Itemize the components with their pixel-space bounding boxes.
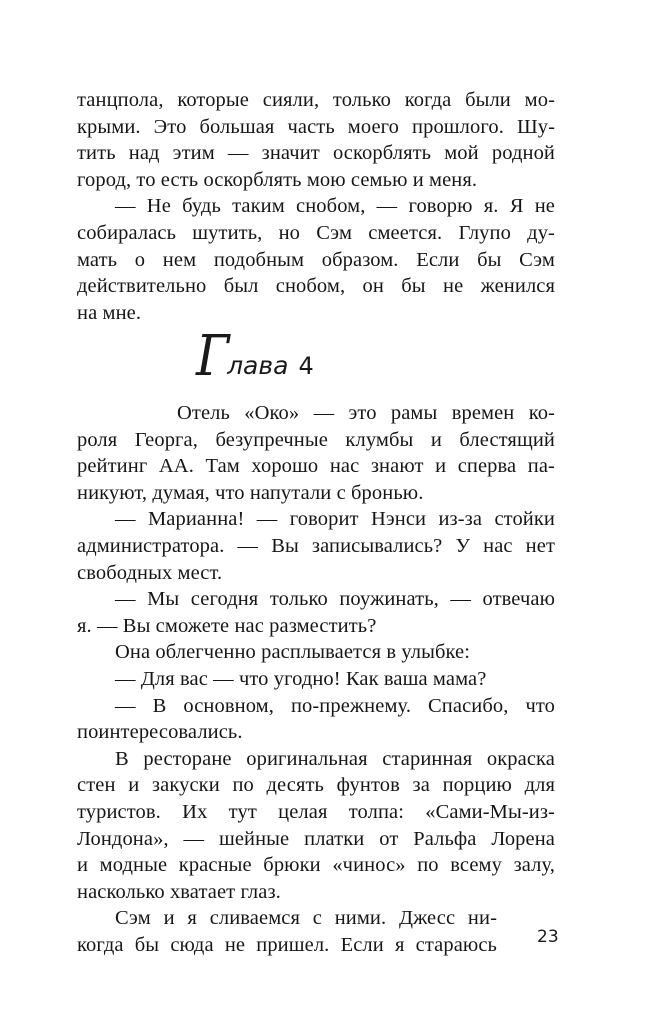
- text-line: собиралась шутить, но Сэм смеется. Глупо ду-: [77, 221, 555, 244]
- text-line: тить над этим — значит оскорблять мой родной: [77, 142, 555, 165]
- text-line: В ресторане оригинальная старинная окраска: [115, 747, 555, 770]
- chapter-initial-letter: Г: [196, 324, 230, 389]
- paragraph: [77, 506, 555, 586]
- text-line: туристов. Их тут целая толпа: «Сами-Мы-из-: [77, 800, 555, 823]
- text-line: свободных мест.: [77, 561, 223, 584]
- paragraph: [77, 87, 555, 193]
- text-line: — Для вас — что угодно! Как ваша мама?: [115, 667, 487, 690]
- text-line: и модные красные брюки «чинос» по всему залу,: [77, 854, 555, 877]
- text-line: танцпола, которые сияли, только когда были мо-: [77, 89, 555, 111]
- text-line: на мне.: [77, 301, 142, 324]
- text-line: поинтересовались.: [77, 721, 243, 744]
- text-line: — В основном, по-прежнему. Спасибо, что: [115, 694, 555, 717]
- chapter-text-block: [77, 400, 555, 958]
- text-line: Отель «Око» — это рамы времен ко-: [177, 402, 555, 424]
- text-line: действительно был снобом, он бы не женился: [77, 275, 555, 298]
- paragraph: [77, 746, 555, 906]
- chapter-heading: [196, 324, 314, 389]
- chapter-number: 4: [298, 352, 314, 380]
- paragraph: [77, 193, 555, 326]
- text-line: город, то есть оскорблять мою семью и меня.: [77, 168, 478, 191]
- text-line: рейтинг АА. Там хорошо нас знают и сперва па-: [77, 455, 555, 478]
- paragraph: [77, 905, 497, 958]
- paragraph: [77, 693, 555, 746]
- text-line: когда бы сюда не пришел. Если я стараюсь: [77, 933, 497, 956]
- top-text-block: [77, 87, 555, 326]
- text-line: — Марианна! — говорит Нэнси из-за стойки: [115, 508, 555, 531]
- text-line: Сэм и я сливаемся с ними. Джесс ни-: [115, 907, 497, 930]
- text-line: крыми. Это большая часть моего прошлого. Шу-: [77, 115, 555, 138]
- text-line: стен и закуски по десять фунтов за порцию для: [77, 774, 555, 797]
- text-line: насколько хватает глаз.: [77, 880, 281, 903]
- paragraph: [77, 666, 555, 693]
- text-line: — Не будь таким снобом, — говорю я. Я не: [115, 195, 555, 218]
- page-number: 23: [537, 927, 559, 947]
- text-line: я. — Вы сможете нас разместить?: [77, 614, 377, 637]
- text-line: никуют, думая, что напутали с бронью.: [77, 481, 424, 504]
- chapter-word: лава: [227, 351, 289, 380]
- text-line: мать о нем подобным образом. Если бы Сэм: [77, 248, 555, 271]
- text-line: администратора. — Вы записывались? У нас нет: [77, 534, 555, 557]
- text-line: роля Георга, безупречные клумбы и блестящий: [77, 428, 555, 451]
- text-line: — Мы сегодня только поужинать, — отвечаю: [115, 588, 555, 611]
- paragraph: [77, 639, 555, 666]
- text-line: Лондона», — шейные платки от Ральфа Лорена: [77, 827, 555, 850]
- paragraph: [77, 400, 555, 506]
- paragraph: [77, 586, 555, 639]
- text-line: Она облегченно расплывается в улыбке:: [115, 641, 471, 664]
